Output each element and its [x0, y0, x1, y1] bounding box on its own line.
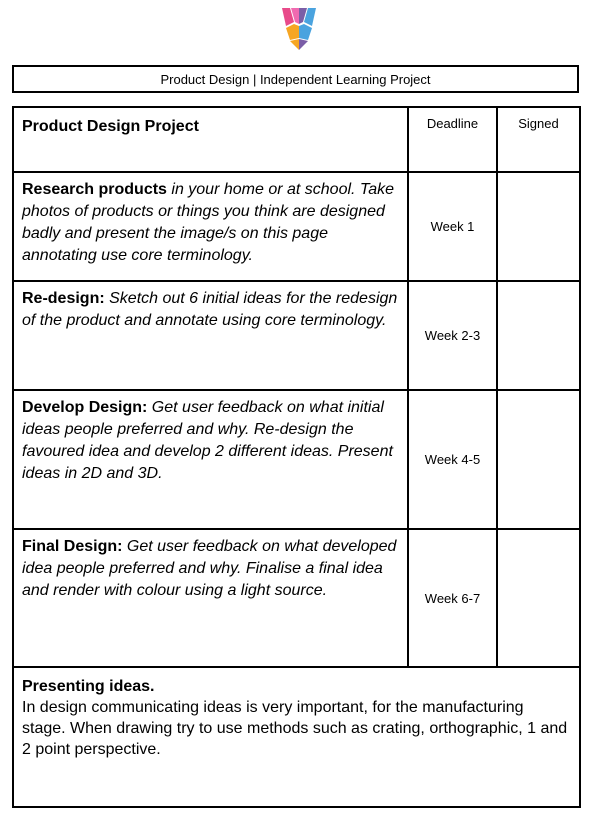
deadline-cell: [407, 280, 498, 391]
task-lead: Develop Design:: [22, 399, 148, 416]
task-row-final-design: [12, 528, 409, 668]
deadline-header-cell: [407, 106, 498, 173]
task-lead: Final Design:: [22, 538, 123, 555]
signed-cell: [496, 389, 581, 530]
task-body: in your home or at school. Take photos of products or things you think are designed badly and present the image/s on this page annotating use core terminology.: [22, 181, 395, 264]
deadline-value: Week 1: [430, 219, 475, 234]
task-lead: Re-design:: [22, 290, 105, 307]
deadline-value: Week 6-7: [424, 590, 481, 606]
task-body: Sketch out 6 initial ideas for the redesign of the product and annotate using core terminology.: [22, 290, 398, 329]
school-crest-icon: [282, 8, 316, 50]
signed-cell: [496, 171, 581, 282]
presenting-ideas-box: [12, 666, 581, 808]
signed-cell: [496, 528, 581, 668]
presenting-body: In design communicating ideas is very important, for the manufacturing stage. When drawing try to use methods such as crating, orthographic, 1 and 2 point perspective.: [22, 699, 568, 758]
deadline-value: Week 4-5: [424, 452, 481, 467]
task-body: Get user feedback on what initial ideas people preferred and why. Re-design the favoured idea and develop 2 different ideas. Present ideas in 2D and 3D.: [22, 399, 393, 482]
deadline-cell: [407, 389, 498, 530]
school-logo: [282, 8, 316, 50]
task-lead: Research products: [22, 181, 167, 198]
task-row-research: [12, 171, 409, 282]
deadline-cell: [407, 528, 498, 668]
task-row-redesign: [12, 280, 409, 391]
document-header: [12, 65, 579, 93]
task-body: Get user feedback on what developed idea people preferred and why. Finalise a final idea and render with colour using a light source.: [22, 538, 397, 599]
presenting-title: Presenting ideas.: [22, 678, 155, 695]
signed-cell: [496, 280, 581, 391]
signed-header: Signed: [518, 116, 559, 131]
deadline-cell: [407, 171, 498, 282]
task-row-develop-design: [12, 389, 409, 530]
project-title-cell: [12, 106, 409, 173]
deadline-header: Deadline: [426, 116, 479, 131]
deadline-value: Week 2-3: [424, 328, 481, 343]
project-title: Product Design Project: [22, 118, 199, 135]
signed-header-cell: [496, 106, 581, 173]
header-title: Product Design | Independent Learning Project: [160, 71, 431, 87]
